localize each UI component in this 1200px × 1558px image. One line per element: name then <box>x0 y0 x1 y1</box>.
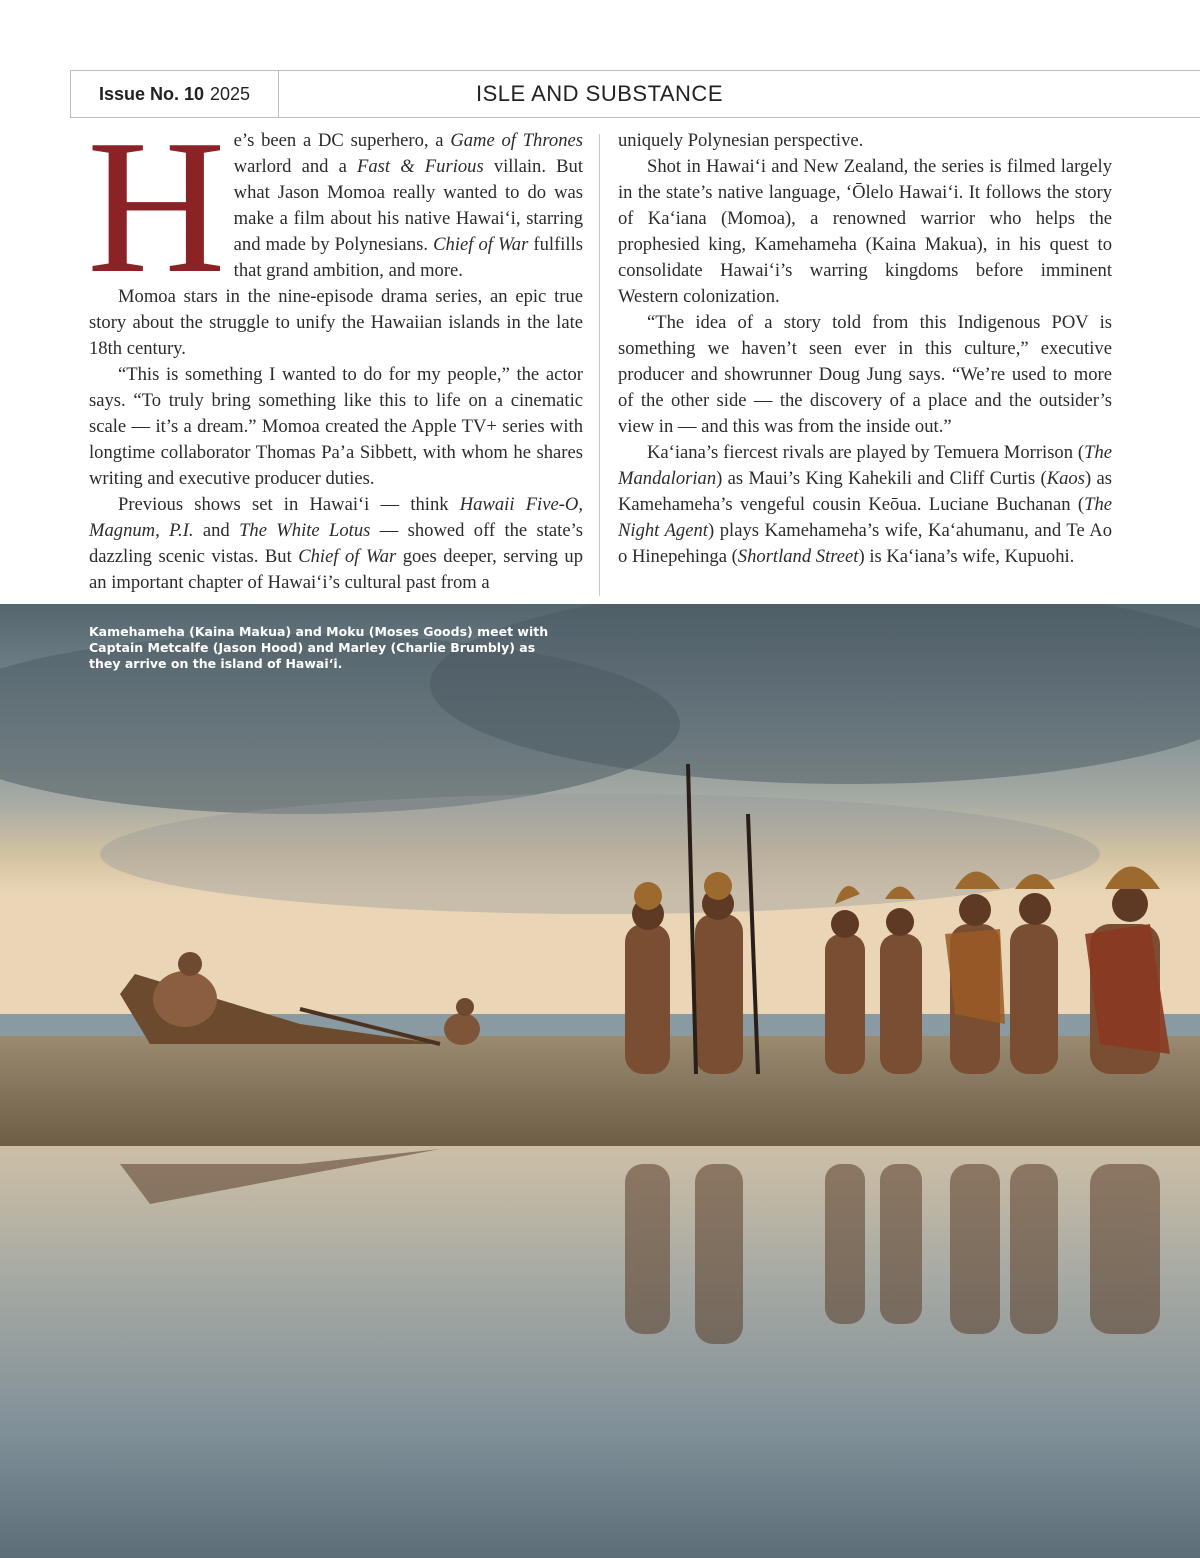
show-title: Shortland Street <box>737 546 859 567</box>
text-run: — showed off the state’s dazzling scenic vistas. But <box>89 520 583 567</box>
drop-cap: H <box>87 100 226 313</box>
article-column-left <box>87 100 583 596</box>
text-run: fulfills that grand ambition, and more. <box>233 234 583 281</box>
article-paragraph <box>618 440 1112 570</box>
article-paragraph: “The idea of a story told from this Indigenous POV is something we haven’t seen ever in this culture,” executive producer and showrunner Doug Jung says. “We’re used to more of the other side — the discovery of a place and the outsider’s view in — and this was from the inside out.” <box>618 312 1112 437</box>
article-paragraph: “This is something I wanted to do for my people,” the actor says. “To truly bring something like this to life on a cinematic scale — it’s a dream.” Momoa created the Apple TV+ series with longtime collaborator Thomas Pa’a Sibbett, with whom he shares writing and executive producer duties. <box>89 364 583 489</box>
show-title: Fast & Furious <box>357 156 484 177</box>
article-paragraph: Shot in Hawai‘i and New Zealand, the series is filmed largely in the state’s native language, ‘Ōlelo Hawai‘i. It follows the story of Ka‘iana (Momoa), a renowned warrior who helps the prophesied king, Kamehameha (Kaina Makua), in his quest to consolidate Hawai‘i’s warring kingdoms before imminent Western colonization. <box>618 156 1112 307</box>
show-title: Chief of War <box>298 546 397 567</box>
show-title: Game of Thrones <box>450 130 583 151</box>
article-column-right <box>618 128 1112 570</box>
text-run: Previous shows set in Hawai‘i — think <box>118 494 460 515</box>
column-divider <box>599 134 600 596</box>
show-title: The Mandalorian <box>618 442 1112 489</box>
text-run: warlord and a <box>233 156 357 177</box>
show-title: Chief of War <box>433 234 529 255</box>
page-header <box>70 70 1200 118</box>
issue-year: 2025 <box>210 83 251 104</box>
section-title: ISLE AND SUBSTANCE <box>476 81 723 106</box>
text-run: Ka‘iana’s fiercest rivals are played by Temuera Morrison ( <box>647 442 1085 463</box>
text-run: and <box>193 520 240 541</box>
article-paragraph <box>89 492 583 596</box>
show-title: The White Lotus <box>239 520 371 541</box>
article-paragraph <box>87 100 583 313</box>
text-run: ) is Ka‘iana’s wife, Kupuohi. <box>858 546 1075 567</box>
text-run: ) plays Kamehameha’s wife, Ka‘ahumanu, and Te Ao o Hinepehinga ( <box>618 520 1112 567</box>
text-run: villain. But what Jason Momoa really wanted to do was make a film about his native Hawai‘i, starring and made by Polynesians. <box>233 156 583 255</box>
article-paragraph: uniquely Polynesian perspective. <box>618 130 864 151</box>
text-run: goes deeper, serving up an important chapter of Hawai‘i’s cultural past from a <box>89 546 583 593</box>
show-title: The Night Agent <box>618 494 1112 541</box>
photo-caption: Kamehameha (Kaina Makua) and Moku (Moses Goods) meet with Captain Metcalfe (Jason Hood) and Marley (Charlie Brumbly) as they arrive on the island of Hawai‘i. <box>89 624 549 671</box>
show-title: Hawaii Five-O, Magnum, P.I. <box>89 494 583 541</box>
article-paragraph: Momoa stars in the nine-episode drama series, an epic true story about the struggle to unify the Hawaiian islands in the late 18th century. <box>89 286 583 359</box>
text-run: ) as Maui’s King Kahekili and Cliff Curtis ( <box>716 468 1047 489</box>
show-title: Kaos <box>1046 468 1085 489</box>
text-run: ) as Kamehameha’s vengeful cousin Keōua. Luciane Buchanan ( <box>618 468 1112 515</box>
beach-photo-illustration <box>0 604 1200 1558</box>
text-run: e’s been a DC superhero, a <box>233 130 451 151</box>
issue-number: Issue No. 10 <box>98 83 204 104</box>
beach-photo <box>0 604 1200 1558</box>
